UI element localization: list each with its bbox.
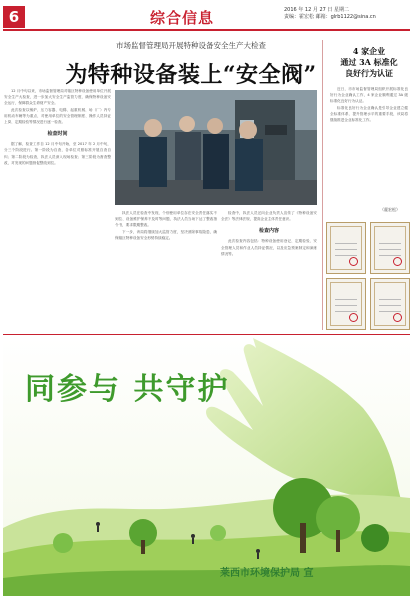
article-kicker: 市场监督管理局开展特种设备安全生产大检查 bbox=[116, 41, 266, 50]
article-headline: 为特种设备装上“安全阀” bbox=[65, 62, 317, 88]
certificate-image bbox=[326, 278, 366, 330]
paragraph: 下一步，该局将继续加大监管力度，坚决消除事故隐患，确保辖区特种设备安全形势持续稳定。 bbox=[115, 229, 217, 240]
ad-sponsor: 莱西市环境保护局 宣 bbox=[220, 568, 314, 579]
page-number: 6 bbox=[3, 6, 25, 28]
sidebar-body bbox=[330, 86, 408, 216]
article-column-3 bbox=[221, 210, 317, 330]
paragraph: 近日，市市场监督管理局组织开展标准化良好行为企业确认工作，4 家企业顺利通过 3A 级标准化良好行为认证。 bbox=[330, 87, 408, 104]
certificate-image bbox=[326, 222, 366, 274]
sidebar-title-line: 良好行为认证 bbox=[345, 68, 393, 78]
paragraph: 执法人员在检查中发现，个别使用单位存在安全责任落实不到位、设备维护保养不及时等问题，执法人员当场下达了整改指令书，要求限期整改。 bbox=[115, 211, 217, 228]
sidebar-title bbox=[330, 46, 408, 79]
certificate-photos bbox=[326, 222, 412, 330]
article-column-2 bbox=[115, 210, 217, 330]
column-divider bbox=[322, 40, 323, 330]
paragraph: 标准化良好行为企业确认是引导企业建立健全标准体系、提升管理水平的重要手段，该局将继续推进企业标准化工作。 bbox=[330, 105, 408, 123]
paragraph: 12 月中旬以来，市场监督管理局对辖区特种设备使用单位开展安全生产大检查，进一步加大安全生产监管力度，确保特种设备安全运行，保障群众生命财产安全。 bbox=[4, 89, 111, 106]
header-rule bbox=[3, 29, 410, 31]
date-line: 2016 年 12 月 27 日 星期二 bbox=[284, 7, 349, 13]
page-header bbox=[0, 0, 413, 30]
ad-slogan: 同参与 共守护 bbox=[25, 372, 230, 407]
paragraph: 此次检查以锅炉、压力容器、电梯、起重机械、场（厂）内专用机动车辆等为重点，对使用单位的安全管理制度、操作人员持证上岗、定期检验等情况进行逐一检查。 bbox=[4, 107, 111, 125]
sidebar-title-line: 通过 3A 标准化 bbox=[340, 57, 398, 67]
paragraph: 此次检查内容包括：特种设备使用登记、定期检验、安全管理人员和作业人员持证情况，以及应急预案制定和演练情况等。 bbox=[221, 239, 317, 256]
paragraph: 检查中，执法人员还向企业负责人宣传了《特种设备安全法》等法律法规，提高企业主体责任意识。 bbox=[221, 211, 317, 222]
news-photo bbox=[115, 90, 317, 205]
environmental-ad bbox=[3, 338, 410, 596]
certificate-image bbox=[370, 222, 410, 274]
sidebar-title-line: 4 家企业 bbox=[352, 46, 386, 56]
paragraph: 据了解，检查工作自 12 月中旬开始，至 2017 年 2 月中旬，分三个阶段进行。第一阶段为自查，各单位对照标准开展自查自纠；第二阶段为检查，执法人员深入现场检查；第三阶段为督查整改，对发现的问题督促整改到位。 bbox=[4, 142, 111, 165]
certificate-image bbox=[370, 278, 410, 330]
sidebar-byline: （霍宏松） bbox=[380, 207, 400, 212]
article-column-1 bbox=[4, 88, 111, 331]
subheading: 检查内容 bbox=[258, 228, 279, 235]
masthead-meta bbox=[284, 7, 376, 21]
editor-line: 责编：霍宏松 邮箱：glrb1122@sina.cn bbox=[284, 14, 376, 20]
subheading: 检查时间 bbox=[47, 131, 68, 138]
section-title: 综合信息 bbox=[150, 9, 215, 27]
section-rule bbox=[3, 334, 410, 335]
